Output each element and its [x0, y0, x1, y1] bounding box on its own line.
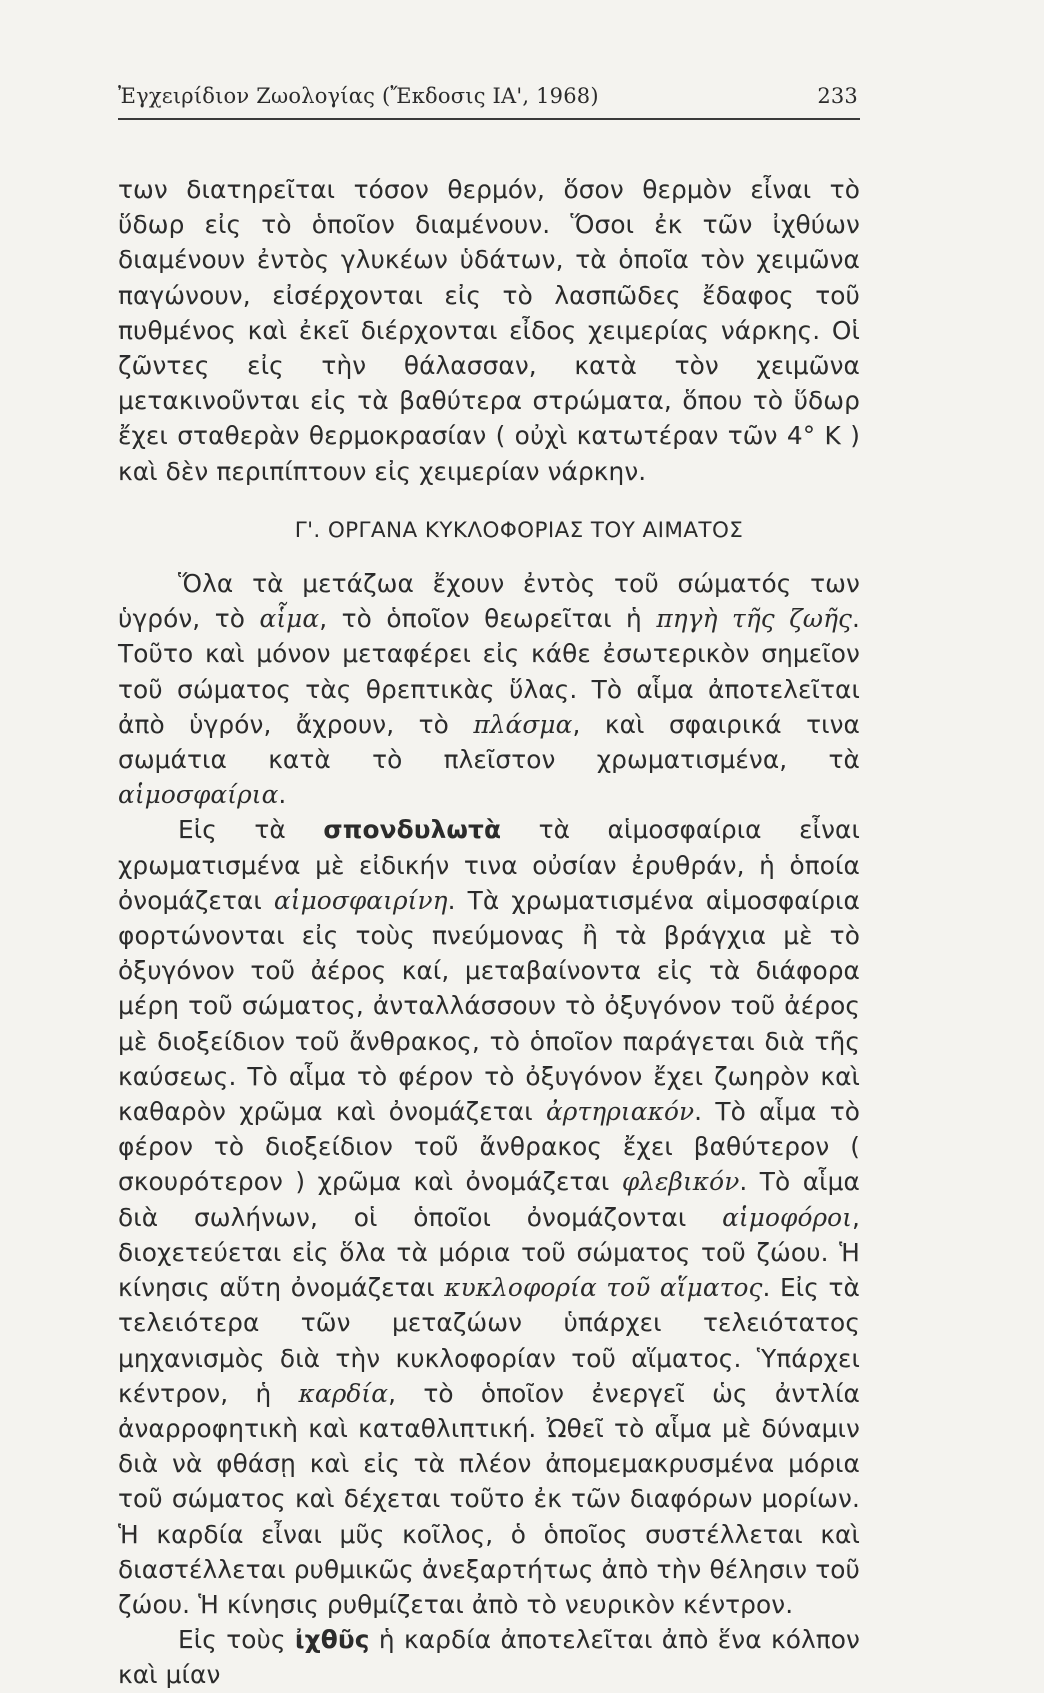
body-text [118, 172, 860, 1693]
text-run: . [278, 780, 287, 810]
italic-term: καρδία [298, 1378, 389, 1408]
paragraph-4 [118, 1622, 860, 1692]
text-run: . Τὸ αἷμα διὰ σωλήνων, οἱ ὁποῖοι ὀνομάζονται [118, 1167, 860, 1232]
text-run: . Τὰ χρωματισμένα αἱμοσφαίρια φορτώνονται εἰς τοὺς πνεύμονας ἢ τὰ βράγχια μὲ τὸ ὀξυγόνον τοῦ ἀέρος καί, μεταβαίνοντα εἰς τὰ διάφορα μέρη τοῦ σώματος, ἀνταλλάσσουν τὸ ὀξυγόνον τοῦ ἀέρος μὲ διοξείδιον τοῦ ἄνθρακος, τὸ ὁποῖον παράγεται διὰ τῆς καύσεως. Τὸ αἷμα τὸ φέρον τὸ ὀξυγόνον ἔχει ζωηρὸν καὶ καθαρὸν χρῶμα καὶ ὀνομάζεται [118, 885, 860, 1127]
bold-term: ἰχθῦς [294, 1625, 370, 1655]
italic-term: αἱμοφόροι [722, 1202, 853, 1232]
section-heading: Γ'. ΟΡΓΑΝΑ ΚΥΚΛΟΦΟΡΙΑΣ ΤΟΥ ΑΙΜΑΤΟΣ [294, 517, 744, 543]
text-run: τὰ αἱμοσφαίρια εἶναι χρωματισμένα μὲ εἰδικήν τινα οὐσίαν ἐρυθράν, ἡ ὁποία ὀνομάζεται [118, 815, 860, 915]
italic-term: ἀρτηριακόν [545, 1097, 695, 1127]
text-run: ἡ καρδία ἀποτελεῖται ἀπὸ ἕνα κόλπον καὶ μίαν [118, 1625, 860, 1690]
italic-term: πηγὴ τῆς ζωῆς [656, 604, 853, 634]
text-run: . Τὸ αἷμα τὸ φέρον τὸ διοξείδιον τοῦ ἄνθρακος ἔχει βαθύτερον ( σκουρότερον ) χρῶμα καὶ ὀνομάζεται [118, 1097, 861, 1197]
italic-term: φλεβικόν [621, 1167, 740, 1197]
text-run: Εἰς τὰ [178, 815, 324, 845]
bold-term: σπονδυλωτὰ [323, 815, 502, 845]
italic-term: αἷμα [259, 604, 320, 634]
book-title: Ἐγχειρίδιον Ζωολογίας (Ἔκδοσις ΙΑ', 1968) [118, 84, 599, 108]
text-run: Εἰς τοὺς [178, 1625, 295, 1655]
paragraph-3 [118, 812, 860, 1622]
italic-term: αἱμοσφαιρίνη [273, 885, 448, 915]
paragraph-2 [118, 566, 860, 812]
text-run: , τὸ ὁποῖον ἐνεργεῖ ὡς ἀντλία ἀναρροφητικὴ καὶ καταθλιπτική. Ὠθεῖ τὸ αἷμα μὲ δύναμιν διὰ νὰ φθάσῃ καὶ εἰς τὰ πλέον ἀπομεμακρυσμένα μόρια τοῦ σώματος καὶ δέχεται τοῦτο ἐκ τῶν διαφόρων μορίων. Ἡ καρδία εἶναι μῦς κοῖλος, ὁ ὁποῖος συστέλλεται καὶ διαστέλλεται ρυθμικῶς ἀνεξαρτήτως ἀπὸ τὴν θέλησιν τοῦ ζώου. Ἡ κίνησις ρυθμίζεται ἀπὸ τὸ νευρικὸν κέντρον. [118, 1378, 861, 1619]
page-number: 233 [817, 84, 858, 108]
italic-term: αἱμοσφαίρια [118, 780, 279, 810]
header-rule [118, 118, 860, 120]
paragraph-1: των διατηρεῖται τόσον θερμόν, ὅσον θερμὸν εἶναι τὸ ὕδωρ εἰς τὸ ὁποῖον διαμένουν. Ὅσοι ἐκ τῶν ἰχθύων διαμένουν ἐντὸς γλυκέων ὑδάτων, τὰ ὁποῖα τὸν χειμῶνα παγώνουν, εἰσέρχονται εἰς τὸ λασπῶδες ἔδαφος τοῦ πυθμένος καὶ ἐκεῖ διέρχονται εἶδος χειμερίας νάρκης. Οἱ ζῶντες εἰς τὴν θάλασσαν, κατὰ τὸν χειμῶνα μετακινοῦνται εἰς τὰ βαθύτερα στρώματα, ὅπου τὸ ὕδωρ ἔχει σταθερὰν θερμοκρασίαν ( οὐχὶ κατωτέραν τῶν 4° Κ ) καὶ δὲν περιπίπτουν εἰς χειμερίαν νάρκην. [118, 175, 860, 486]
italic-term: πλάσμα [473, 709, 573, 739]
text-run: , καὶ σφαιρικά τινα σωμάτια κατὰ τὸ πλεῖστον χρωματισμένα, τὰ [118, 709, 860, 775]
text-run: . Τοῦτο καὶ μόνον μεταφέρει εἰς κάθε ἐσωτερικὸν σημεῖον τοῦ σώματος τὰς θρεπτικὰς ὕλας. Τὸ αἷμα ἀποτελεῖται ἀπὸ ὑγρόν, ἄχρουν, τὸ [118, 604, 860, 739]
italic-term: κυκλοφορία τοῦ αἵματος [444, 1273, 763, 1303]
text-run: , τὸ ὁποῖον θεωρεῖται ἡ [319, 604, 657, 634]
text-run: , διοχετεύεται εἰς ὅλα τὰ μόρια τοῦ σώματος τοῦ ζώου. Ἡ κίνησις αὕτη ὀνομάζεται [118, 1202, 860, 1303]
text-run: Ὅλα τὰ μετάζωα ἔχουν ἐντὸς τοῦ σώματός των ὑγρόν, τὸ [118, 569, 860, 634]
text-run: . Εἰς τὰ τελειότερα τῶν μεταζώων ὑπάρχει τελειότατος μηχανισμὸς διὰ τὴν κυκλοφορίαν τοῦ αἵματος. Ὑπάρχει κέντρον, ἡ [118, 1273, 860, 1408]
